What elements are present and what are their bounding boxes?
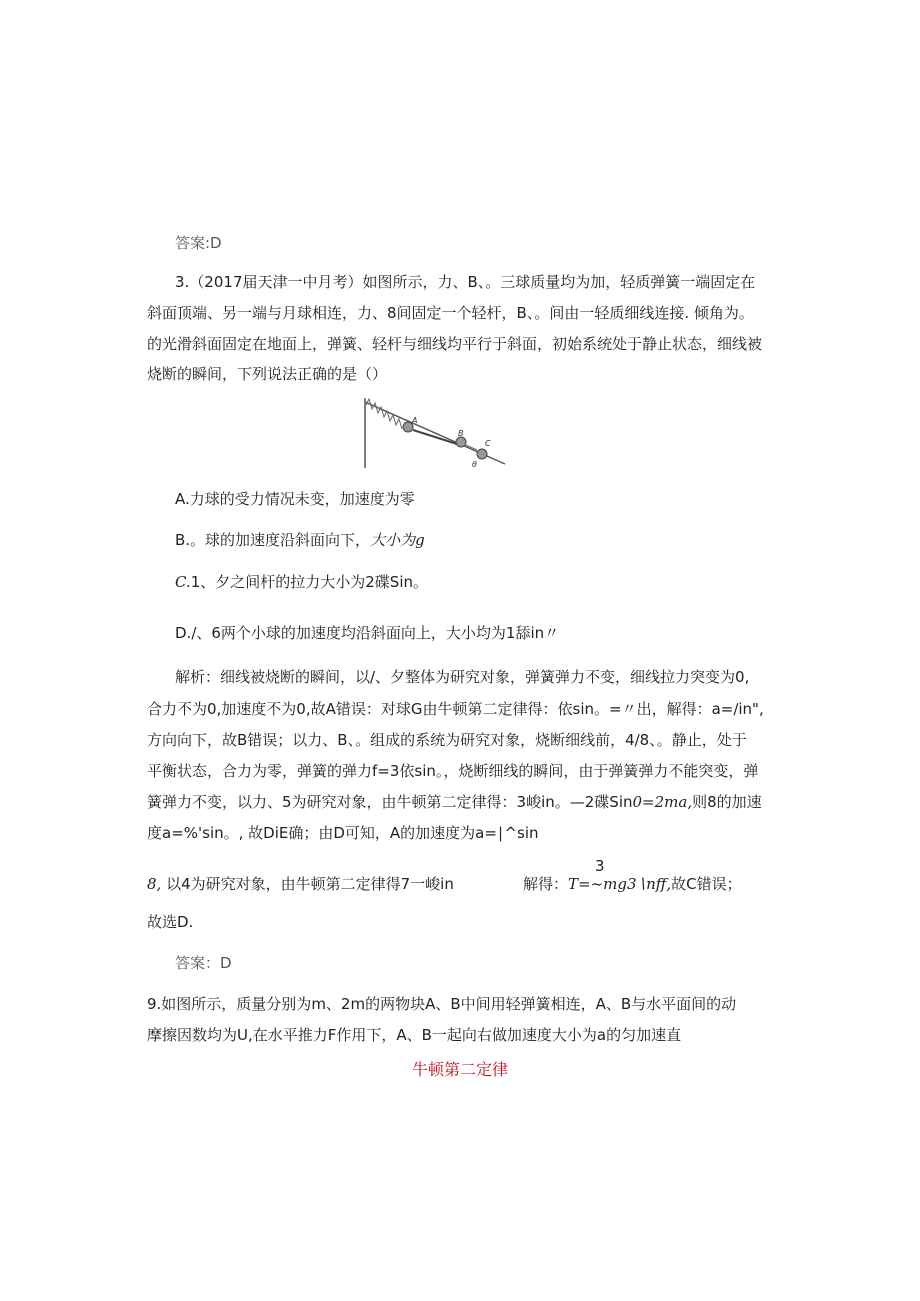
analysis-line-5-formula: 0=2ma, (632, 793, 693, 811)
superscript-3: 3 (595, 857, 605, 875)
option-a: A.力球的受力情况未变，加速度为零 (175, 490, 415, 508)
option-c-text: 1、夕之间杆的拉力大小为2碟Sin。 (190, 573, 429, 591)
label-c: C (485, 439, 491, 448)
rod (413, 430, 457, 444)
question-3-line-4: 烧断的瞬间，下列说法正确的是（） (147, 365, 388, 383)
option-b (175, 530, 425, 550)
analysis-line-2: 合力不为0,加速度不为0,故A错误：对球G由牛顿第二定律得：依sin。=〃出，解得：a=∕in", (147, 700, 764, 718)
incline-figure (360, 396, 510, 470)
label-theta: θ (472, 460, 477, 469)
question-9-line-1: 9.如图所示，质量分别为m、2m的两物块A、B中间用轻弹簧相连，A、B与水平面间的动 (147, 995, 737, 1013)
option-c-prefix: C. (175, 573, 191, 591)
analysis-line-8: 故选D. (147, 913, 194, 931)
analysis-line-7-tail: 故C错误； (671, 875, 742, 893)
analysis-line-4: 平衡状态，合力为零，弹簧的弹力f=3依sin。，烧断细线的瞬间，由于弹簧弹力不能突变，弹 (147, 762, 759, 780)
option-b-formula: 大小为g (370, 531, 425, 549)
option-c (175, 572, 428, 592)
analysis-line-6: 度a=%'sin。, 故DiE确；由D可知，A的加速度为a=∣^sin (147, 824, 539, 842)
spring (366, 399, 402, 429)
label-a: A (412, 416, 418, 425)
analysis-line-7-prefix: 8, (147, 875, 162, 893)
analysis-line-7-formula: T=~mg3∖nff, (568, 875, 672, 893)
ball-b (456, 437, 466, 447)
analysis-line-7-text: 以4为研究对象，由牛顿第二定律得7一峻in (166, 875, 454, 893)
label-b: B (458, 429, 464, 438)
answer-line-2: 答案：D (175, 954, 232, 972)
analysis-line-5 (147, 792, 762, 812)
analysis-line-7 (147, 874, 454, 894)
analysis-line-5-text: 簧弹力不变，以力、5为研究对象，由牛顿第二定律得：3峻in。—2碟Sin (147, 793, 633, 811)
analysis-line-5-tail: 则8的加速 (692, 793, 762, 811)
analysis-line-7-solve: 解得： (523, 875, 569, 893)
question-3-line-1: 3.（2017届天津一中月考）如图所示，力、B、。三球质量均为加，轻质弹簧一端固定在 (175, 273, 756, 291)
answer-line-1: 答案:D (175, 234, 222, 252)
option-b-text: B.。球的加速度沿斜面向下， (175, 531, 371, 549)
question-3-line-2: 斜面顶端、另一端与月球相连，力、8间固定一个轻杆，B、。间由一轻质细线连接. 倾角为。 (147, 304, 754, 322)
question-3-line-3: 的光滑斜面固定在地面上，弹簧、轻杆与细线均平行于斜面，初始系统处于静止状态，细线被 (147, 335, 763, 353)
ball-c (477, 449, 487, 459)
question-9-line-2: 摩擦因数均为U,在水平推力F作用下，A、B一起向右做加速度大小为a的匀加速直 (147, 1026, 682, 1044)
analysis-line-3: 方向向下，故B错误；以力、B、。组成的系统为研究对象，烧断细线前，4∕8、。静止，处于 (147, 731, 747, 749)
analysis-line-1: 解析：细线被烧断的瞬间，以/、夕整体为研究对象，弹簧弹力不变，细线拉力突变为0, (175, 668, 750, 686)
option-d: D./、6两个小球的加速度均沿斜面向上，大小均为1舔in〃 (175, 624, 560, 642)
page-footer-title: 牛顿第二定律 (411, 1060, 508, 1079)
analysis-line-7-right (523, 874, 742, 894)
